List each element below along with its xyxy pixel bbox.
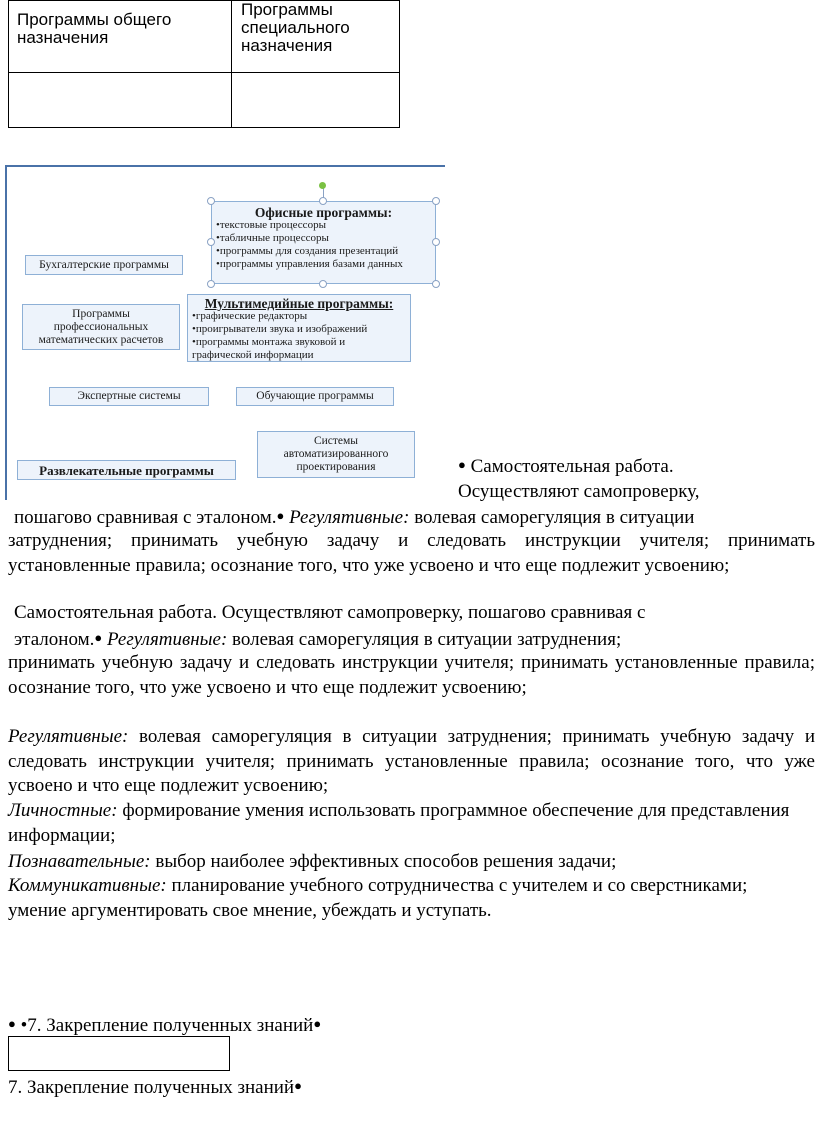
multimedia-item: •графические редакторы: [192, 310, 308, 322]
resize-handle[interactable]: [207, 238, 215, 246]
cad-systems-box: Системы автоматизированного проектирования: [257, 431, 415, 478]
software-diagram: [0, 160, 450, 500]
regulative-text: волевая саморегуляция в ситуации: [414, 507, 695, 528]
bullet-icon: ●: [313, 1016, 322, 1031]
communicative-paragraph: [8, 874, 778, 923]
regulative-label: Регулятивные:: [289, 507, 410, 528]
office-item: •табличные процессоры: [216, 232, 329, 244]
personal-text: формирование умения использовать программное обеспечение для представления информации;: [8, 800, 790, 846]
math-programs-box: Программы профессиональных математических расчетов: [22, 304, 180, 350]
cognitive-label: Познавательные:: [8, 851, 151, 872]
regulative-label: Регулятивные:: [106, 629, 228, 650]
bullet-icon: ●: [94, 630, 103, 645]
cognitive-text: выбор наиболее эффективных способов решения задачи;: [155, 851, 617, 872]
independent-work-text: Самостоятельная работа.: [470, 456, 674, 477]
communicative-label: Коммуникативные:: [8, 875, 167, 896]
regulative-paragraph-2: принимать учебную задачу и следовать инструкции учителя; принимать установленные правила; осознание того, что уже усвоено и что еще подлежит усвоению;: [8, 652, 815, 698]
regulative-label: Регулятивные:: [8, 726, 129, 747]
resize-handle[interactable]: [432, 280, 440, 288]
multimedia-item: •проигрыватели звука и изображений: [192, 323, 368, 335]
diagram-left-border: [5, 165, 7, 500]
resize-handle[interactable]: [319, 280, 327, 288]
consolidation-heading: [8, 1012, 321, 1037]
regulative-paragraph-3: [8, 725, 815, 799]
office-programs-box[interactable]: [211, 201, 436, 284]
consolidation-text: 7. Закрепление полученных знаний: [27, 1015, 314, 1036]
regulative-paragraph-1: затруднения; принимать учебную задачу и следовать инструкции учителя; принимать установленные правила; осознание того, что уже усвоено и что еще подлежит усвоению;: [8, 530, 815, 576]
table-header-special: Программы специального назначения: [241, 0, 350, 55]
entertainment-box: Развлекательные программы: [17, 460, 236, 480]
etalon-text: эталоном.: [14, 629, 95, 650]
regulative-line-1: [14, 504, 694, 529]
self-check-text: Осуществляют самопроверку,: [458, 481, 700, 502]
bullet-icon: ●: [276, 508, 285, 523]
resize-handle[interactable]: [207, 197, 215, 205]
etalon-text: пошагово сравнивая с эталоном.: [14, 507, 277, 528]
regulative-text: волевая саморегуляция в ситуации затруднения;: [232, 629, 622, 650]
cognitive-line: [8, 850, 616, 873]
empty-text-box[interactable]: [8, 1036, 230, 1071]
independent-work-line: [458, 453, 674, 478]
office-item: •текстовые процессоры: [216, 219, 326, 231]
diagram-top-border: [5, 165, 445, 167]
bullet-icon: ●: [8, 1016, 16, 1031]
consolidation-heading-2: [8, 1074, 302, 1099]
multimedia-programs-box: [187, 294, 411, 362]
resize-handle[interactable]: [207, 280, 215, 288]
accounting-box: Бухгалтерские программы: [25, 255, 183, 275]
office-item: •программы для создания презентаций: [216, 245, 399, 257]
independent-work-full: Самостоятельная работа. Осуществляют самопроверку, пошагово сравнивая с: [14, 602, 646, 623]
small-bullet-icon: •: [20, 1015, 28, 1036]
regulative-text: волевая саморегуляция в ситуации затруднения; принимать учебную задачу и следовать инструкции учителя; принимать установленные правила; осознание того, что уже усвоено и что еще подлежит усвоению;: [8, 726, 816, 796]
table-header-general: Программы общего назначения: [17, 10, 172, 47]
resize-handle[interactable]: [319, 197, 327, 205]
consolidation-text: 7. Закрепление полученных знаний: [8, 1077, 295, 1098]
personal-label: Личностные:: [8, 800, 118, 821]
personal-paragraph: [8, 799, 798, 848]
table-row-divider: [9, 72, 399, 73]
communicative-text: планирование учебного сотрудничества с учителем и со сверстниками; умение аргументировать свое мнение, убеждать и уступать.: [8, 875, 748, 921]
office-programs-title: Офисные программы:: [254, 205, 393, 220]
regulative-line-2: [14, 626, 621, 651]
multimedia-item: •программы монтажа звуковой и графической информации: [192, 336, 346, 361]
multimedia-programs-title: Мультимедийные программы:: [204, 296, 394, 311]
resize-handle[interactable]: [432, 197, 440, 205]
rotate-handle[interactable]: [319, 182, 326, 189]
programs-table: [8, 0, 400, 128]
resize-handle[interactable]: [432, 238, 440, 246]
bullet-icon: ●: [294, 1078, 302, 1093]
expert-systems-box: Экспертные системы: [49, 387, 209, 406]
bullet-icon: ●: [458, 457, 466, 472]
office-item: •программы управления базами данных: [216, 258, 403, 270]
training-programs-box: Обучающие программы: [236, 387, 394, 406]
table-column-divider: [231, 1, 232, 127]
